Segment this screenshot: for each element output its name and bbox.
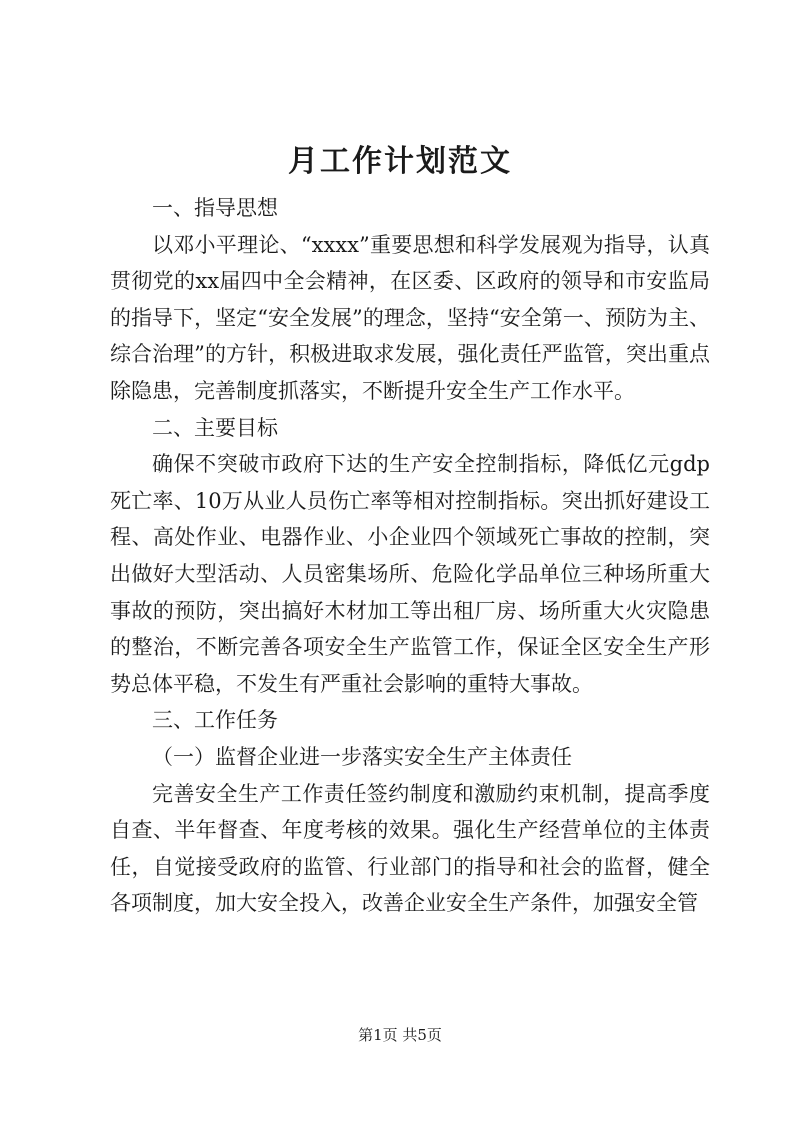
paragraph-task-1: 完善安全生产工作责任签约制度和激励约束机制，提高季度自查、半年督查、年度考核的效果。强化生产经营单位的主体责任，自觉接受政府的监管、行业部门的指导和社会的监督，健全各项制度，加大安全投入，改善企业安全生产条件，加强安全管 xyxy=(110,781,710,916)
document-body xyxy=(110,190,710,922)
heading-work-tasks: 三、工作任务 xyxy=(152,708,278,733)
heading-guiding-ideology: 一、指导思想 xyxy=(152,196,278,220)
heading-main-goals: 二、主要目标 xyxy=(152,415,278,440)
page-number-footer: 第1页 共5页 xyxy=(358,1026,442,1044)
subheading-task-1: （一）监督企业进一步落实安全生产主体责任 xyxy=(152,744,572,769)
document-title: 月工作计划范文 xyxy=(288,144,512,179)
paragraph-main-goals: 确保不突破市政府下达的生产安全控制指标，降低亿元gdp死亡率、10万从业人员伤亡率等相对控制指标。突出抓好建设工程、高处作业、电器作业、小企业四个领域死亡事故的控制，突出做好大型活动、人员密集场所、危险化学品单位三种场所重大事故的预防，突出搞好木材加工等出租厂房、场所重大火灾隐患的整治，不断完善各项安全生产监管工作，保证全区安全生产形势总体平稳，不发生有严重社会影响的重特大事故。 xyxy=(110,452,710,696)
paragraph-guiding-ideology: 以邓小平理论、“xxxx”重要思想和科学发展观为指导，认真贯彻党的xx届四中全会精神，在区委、区政府的领导和市安监局的指导下，坚定“安全发展”的理念，坚持“安全第一、预防为主、综合治理”的方针，积极进取求发展，强化责任严监管，突出重点除隐患，完善制度抓落实，不断提升安全生产工作水平。 xyxy=(110,232,710,403)
